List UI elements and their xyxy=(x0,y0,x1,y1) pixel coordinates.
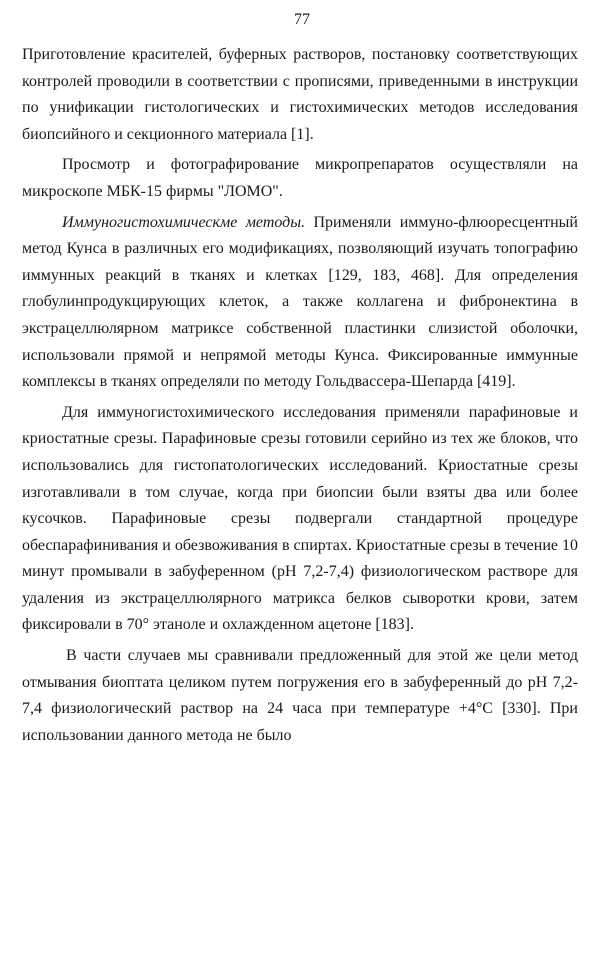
paragraph-immunohistochemistry xyxy=(22,210,578,396)
paragraph-reagents: Приготовление красителей, буферных растворов, постановку соответствующих контролей проводили в соответствии с прописями, приведенными в инструкции по унификации гистологических и гистохимических методов исследования биопсийного и секционного материала [1]. xyxy=(22,46,578,143)
paragraph-washing-method: В части случаев мы сравнивали предложенный для этой же цели метод отмывания биоптата целиком путем погружения его в забуференный до рН 7,2-7,4 физиологический раствор на 24 часа при температуре +4°С [330]. При использовании данного метода не было xyxy=(22,647,578,744)
document-body xyxy=(22,42,578,753)
paragraph-microscopy: Просмотр и фотографирование микропрепаратов осуществляли на микроскопе МБК-15 фирмы "ЛОМО". xyxy=(22,156,578,200)
paragraph-sections: Для иммуногистохимического исследования применяли парафиновые и криостатные срезы. Парафиновые срезы готовили серийно из тех же блоков, что использовались для гистопатологических исследований. Криостатные срезы изготавливали в том случае, когда при биопсии были взяты два или более кусочков. Парафиновые срезы подвергали стандартной процедуре обеспарафинивания и обезвоживания в спиртах. Криостатные срезы в течение 10 минут промывали в забуференном (рН 7,2-7,4) физиологическом растворе для удаления из экстрацеллюлярного матрикса белков сыворотки крови, затем фиксировали в 70° этаноле и охлажденном ацетоне [183]. xyxy=(22,403,578,634)
paragraph-text: Применяли иммуно-флюоресцентный метод Кунса в различных его модификациях, позволяющий изучать топографию иммунных реакций в тканях и клетках [129, 183, 468]. Для определения глобулинпродукцирующих клеток, а также коллагена и фибронектина в экстрацеллюлярном матриксе собственной пластинки слизистой оболочки, использовали прямой и непрямой методы Кунса. Фиксированные иммунные комплексы в тканях определяли по методу Гольдвассера-Шепарда [419]. xyxy=(22,213,578,391)
page-number: 77 xyxy=(294,11,310,28)
section-heading: Иммуногистохимическме методы. xyxy=(62,213,306,231)
